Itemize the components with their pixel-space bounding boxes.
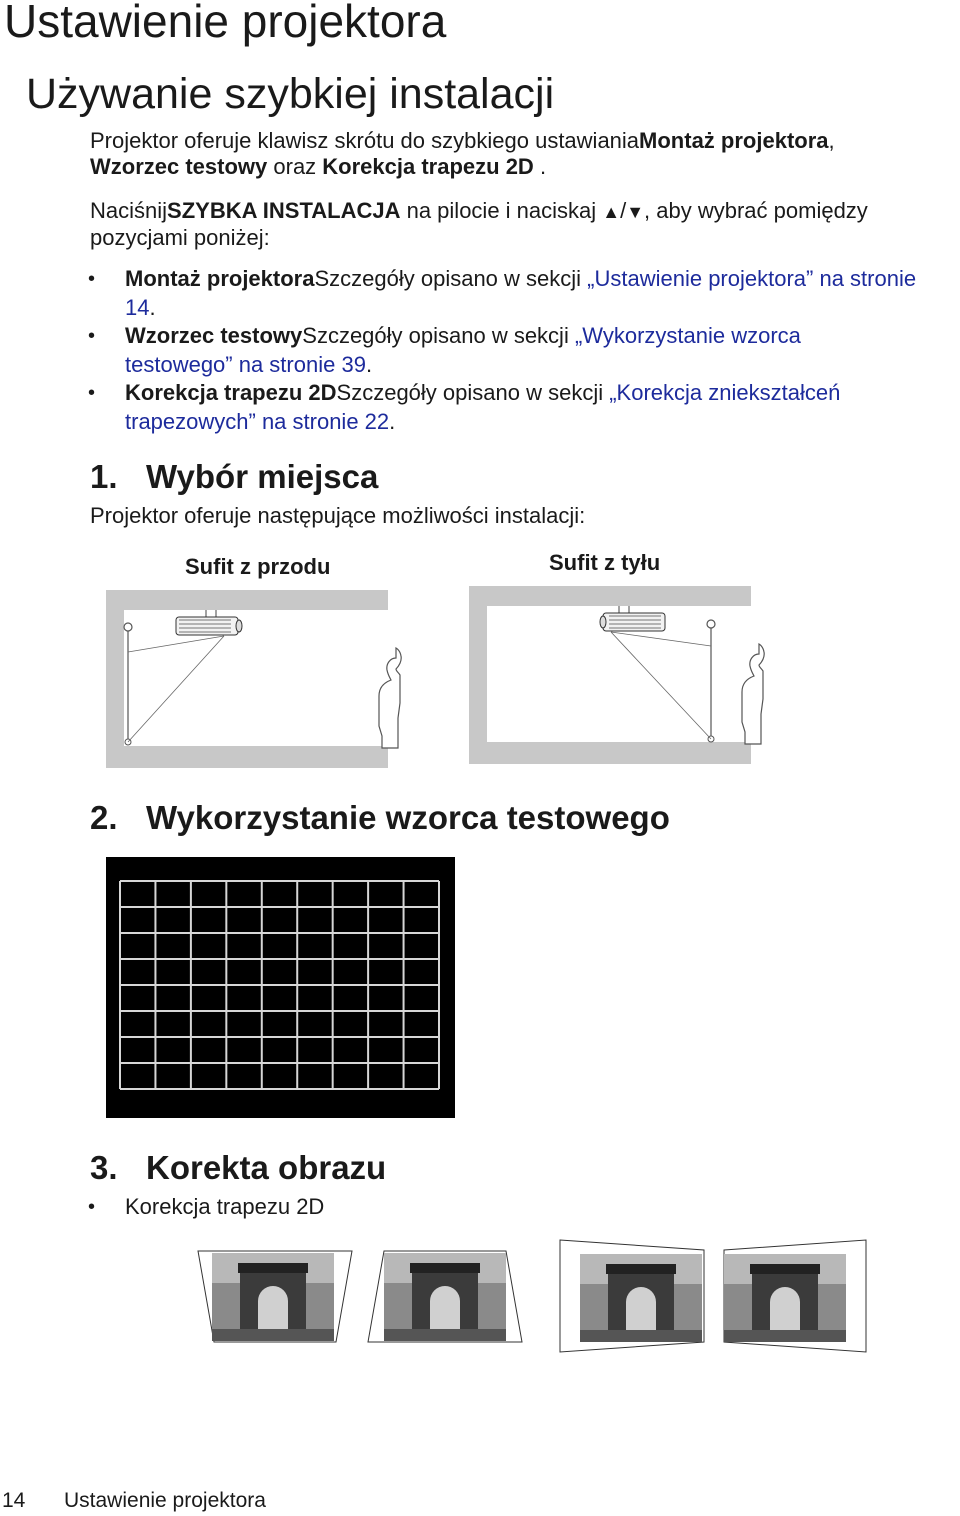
step-2-heading: 2. Wykorzystanie wzorca testowego <box>90 799 670 836</box>
link-korekcja-znieksztalcen[interactable]: „Korekcja zniekształceń trapezowych” na stronie 22 <box>125 380 841 434</box>
press-paragraph: NaciśnijSZYBKA INSTALACJA na pilocie i naciskaj ▲/▼, aby wybrać pomiędzy pozycjami poniżej: <box>90 198 868 250</box>
list-item: • Korekcja trapezu 2DSzczegóły opisano w sekcji „Korekcja zniekształceń trapezowych” na stronie 22. <box>88 380 841 434</box>
up-arrow-icon: ▲ <box>602 202 621 222</box>
intro-paragraph: Projektor oferuje klawisz skrótu do szybkiego ustawianiaMontaż projektora, Wzorzec testowy oraz Korekcja trapezu 2D . <box>90 128 835 179</box>
keystone-bottom-wide-image <box>366 1248 526 1348</box>
down-arrow-icon: ▼ <box>626 202 645 222</box>
keystone-top-wide-image <box>196 1248 356 1348</box>
section-title: Używanie szybkiej instalacji <box>26 70 555 118</box>
page-number: 14 <box>2 1489 26 1512</box>
step-3-heading: 3. Korekta obrazu <box>90 1149 387 1186</box>
keystone-left-tall-image <box>558 1238 718 1356</box>
arc-de-triomphe-photo <box>384 1253 506 1341</box>
arc-de-triomphe-photo <box>724 1254 846 1342</box>
bullet-dot: • <box>88 1196 96 1218</box>
test-pattern-grid <box>106 857 455 1118</box>
list-item: • Korekcja trapezu 2D <box>0 1193 960 1223</box>
footer-chapter: Ustawienie projektora <box>64 1489 266 1512</box>
arc-de-triomphe-photo <box>212 1253 334 1341</box>
step-1-description: Projektor oferuje następujące możliwości instalacji: <box>90 503 586 528</box>
list-item: • Wzorzec testowySzczegóły opisano w sekcji „Wykorzystanie wzorca testowego” na stronie 39. <box>88 323 801 377</box>
link-wykorzystanie-wzorca[interactable]: „Wykorzystanie wzorca testowego” na stronie 39 <box>125 323 801 377</box>
link-ustawienie-projektora[interactable]: „Ustawienie projektora” na stronie 14 <box>125 266 917 320</box>
caption-front-ceiling: Sufit z przodu <box>185 554 331 579</box>
list-item: • Montaż projektoraSzczegóły opisano w sekcji „Ustawienie projektora” na stronie 14. <box>88 266 917 320</box>
bullet-dot: • <box>88 382 96 404</box>
bullet-dot: • <box>88 268 96 290</box>
arc-de-triomphe-photo <box>580 1254 702 1342</box>
bullet-dot: • <box>88 325 96 347</box>
chapter-title: Ustawienie projektora <box>4 0 447 47</box>
keystone-right-tall-image <box>722 1238 870 1356</box>
rear-ceiling-diagram <box>469 586 751 764</box>
front-ceiling-diagram <box>106 590 388 768</box>
step-1-heading: 1. Wybór miejsca <box>90 458 379 495</box>
caption-rear-ceiling: Sufit z tyłu <box>549 550 661 575</box>
